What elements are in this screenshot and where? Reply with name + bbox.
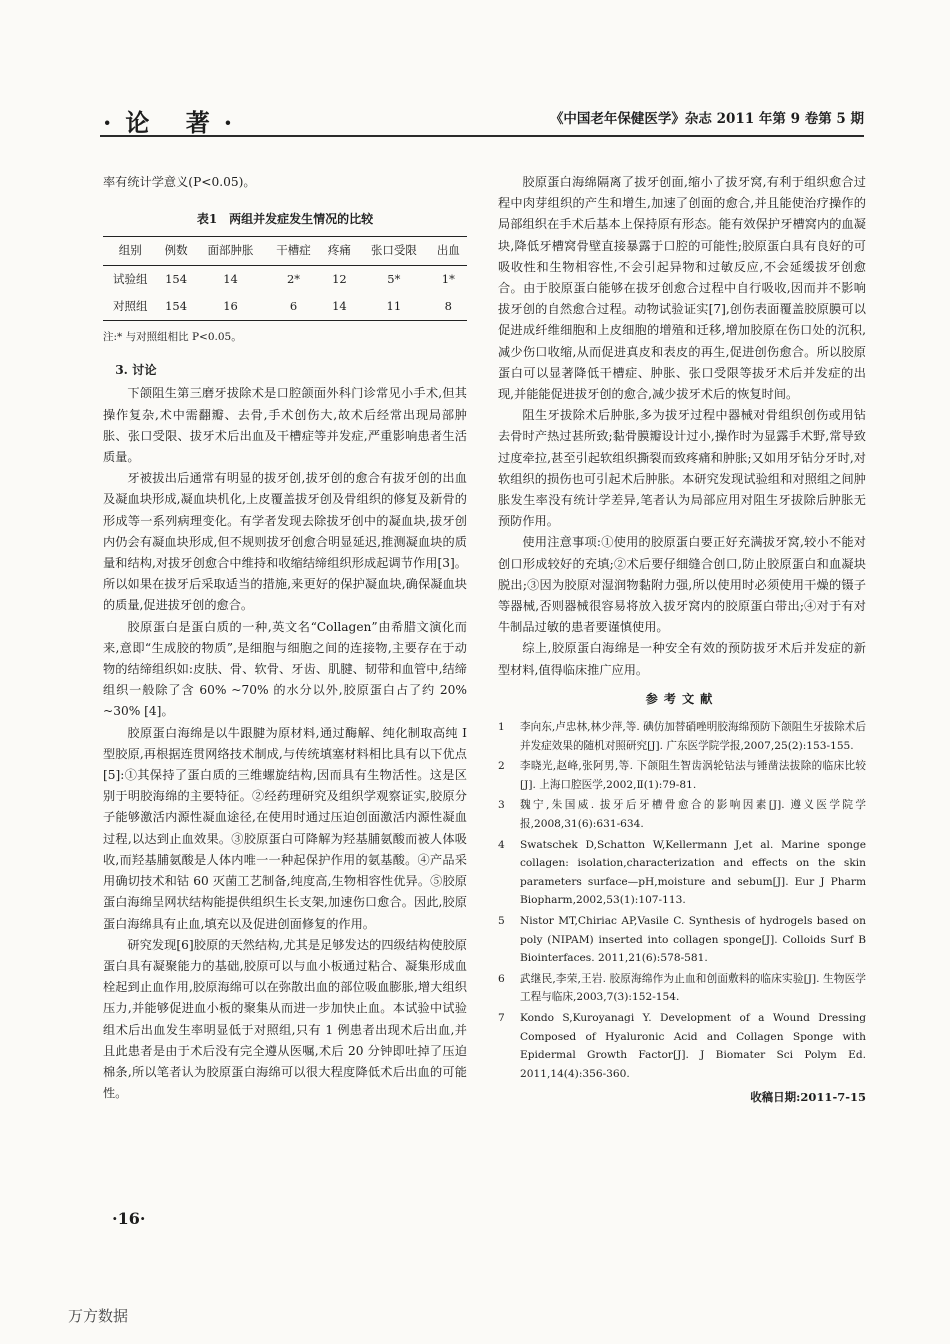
reference-number: 5	[498, 915, 505, 928]
reference-item	[498, 836, 866, 910]
table-row	[103, 293, 467, 321]
table-cell: 6	[289, 298, 298, 313]
body-paragraph: 牙被拔出后通常有明显的拔牙创,拔牙创的愈合有拔牙创的出血及凝血块形成,凝血块机化,上皮覆盖拔牙创及骨组织的修复及新骨的形成等一系列病理变化。有学者发现去除拔牙创中的凝血块,拔牙创内仍会有凝血块形成,但不规则拔牙创愈合明显延迟,推测凝血块的质量和结构,对拔牙创愈合中维持和收缩结缔组织形成起调节作用[3]。所以如果在拔牙后采取适当的措施,来更好的保护凝血块,确保凝血块的质量,促进拔牙创的愈合。	[103, 471, 467, 613]
reference-text: 魏宁,朱国威. 拔牙后牙槽骨愈合的影响因素[J]. 遵义医学院学报,2008,31(6):631-634.	[520, 799, 866, 831]
body-paragraph: 研究发现[6]胶原的天然结构,尤其是足够发达的四级结构使胶原蛋白具有凝聚能力的基础,胶原可以与血小板通过粘合、凝集形成血栓起到止血作用,胶原海绵可以在弥散出血的部位吸血膨胀,增大组织压力,并能够促进血小板的聚集从而进一步加快止血。本试验中试验组术后出血发生率明显低于对照组,只有 1 例患者出现术后出血,并且此患者是由于术后没有完全遵从医嘱,术后 20 分钟即吐掉了压迫棉条,所以笔者认为胶原蛋白海绵可以很大程度降低术后出血的可能性。	[103, 937, 467, 1101]
reference-text: 李晓光,赵峰,张阿男,等. 下颌阻生智齿涡轮钻法与锤凿法拔除的临床比较[J]. 上海口腔医学,2002,Ⅱ(1):79-81.	[520, 760, 866, 791]
table-cell: 2*	[286, 271, 301, 286]
table-cell: 试验组	[112, 271, 148, 286]
body-paragraph: 综上,胶原蛋白海绵是一种安全有效的预防拔牙术后并发症的新型材料,值得临床推广应用。	[498, 641, 866, 677]
table-header-cell: 例数	[164, 243, 188, 258]
watermark: 万方数据	[68, 1307, 129, 1325]
references-heading: 参考文献	[645, 691, 719, 706]
section-tag: ·论 著·	[103, 108, 247, 137]
body-paragraph: 胶原蛋白海绵是以牛跟腱为原材料,通过酶解、纯化制取高纯 I 型胶原,再根据连贯网络技术制成,与传统填塞材料相比具有以下优点[5]:①其保持了蛋白质的三维螺旋结构,因而具有生物活性。这是区别于明胶海绵的主要特征。②经药理研究及组织学观察证实,胶原分子能够激活内源性凝血途径,在使用时通过压迫创面激活内源性凝血过程,以达到止血效果。③胶原蛋白可降解为羟基脯氨酸而被人体吸收,而羟基脯氨酸是人体内唯一一种起保护作用的氨基酸。④产品采用确切技术和钴 60 灭菌工艺制备,纯度高,生物相容性优异。⑤胶原蛋白海绵呈网状结构能提供组织生长支架,加速伤口愈合。因此,胶原蛋白海绵具有止血,填充以及促进创面修复的作用。	[103, 725, 467, 931]
body-paragraph: 阻生牙拔除术后肿胀,多为拔牙过程中器械对骨组织创伤或用钻去骨时产热过甚所致;黏骨膜瓣设计过小,操作时为显露手术野,常导致过度牵拉,甚至引起软组织撕裂而致疼痛和肿胀;又如用牙钻分牙时,对软组织的损伤也可引起术后肿胀。本研究发现试验组和对照组之间肿胀发生率没有统计学差异,笔者认为局部应用对阻生牙拔除后肿胀无预防作用。	[498, 408, 866, 529]
references-list	[498, 718, 866, 1083]
table-cell: 14	[223, 271, 238, 286]
table-header-cell: 张口受限	[370, 243, 417, 258]
table-cell: 154	[165, 271, 188, 286]
reference-text: 李向东,卢忠林,林少萍,等. 碘仿加替硝唑明胶海绵预防下颌阻生牙拔除术后并发症效果的随机对照研究[J]. 广东医学院学报,2007,25(2):153-155.	[520, 721, 866, 752]
reference-number: 7	[498, 1011, 505, 1024]
table-cell: 5*	[387, 271, 401, 286]
table-header-cell: 出血	[436, 243, 460, 258]
right-column	[498, 172, 866, 1109]
reference-item	[498, 757, 866, 794]
table-cell: 8	[444, 298, 452, 313]
reference-text: Swatschek D,Schatton W,Kellermann J,et al. Marine sponge collagen: isolation,characterization and effects on the skin parameters surface—pH,moisture and sebum[J]. Eur J Pharm Biopharm,2002,53(1):107-113.	[520, 838, 866, 907]
body-paragraph: 下颌阻生第三磨牙拔除术是口腔颌面外科门诊常见小手术,但其操作复杂,术中需翻瓣、去骨,手术创伤大,故术后经常出现局部肿胀、张口受限、拔牙术后出血及干槽症等并发症,严重影响患者生活质量。	[103, 386, 467, 465]
received-date: 收稿日期:2011-7-15	[750, 1090, 866, 1105]
reference-item	[498, 718, 866, 755]
table-cell: 16	[223, 298, 238, 313]
table-header-cell: 干槽症	[276, 243, 311, 258]
reference-item	[498, 912, 866, 968]
table-cell: 12	[332, 271, 347, 286]
reference-text: Nistor MT,Chiriac AP,Vasile C. Synthesis of hydrogels based on poly (NIPAM) inserted into collagen sponge[J]. Colloids Surf B Biointerfaces. 2011,21(6):578-581.	[520, 915, 866, 965]
left-column	[103, 172, 467, 1104]
table-header-row	[103, 237, 467, 265]
reference-number: 2	[498, 760, 505, 773]
body-paragraph: 胶原蛋白海绵隔离了拔牙创面,缩小了拔牙窝,有利于组织愈合过程中肉芽组织的产生和增生,加速了创面的愈合,并且能使治疗操作的局部组织在手术后基本上保持原有形态。能有效保护牙槽窝内的血凝块,降低牙槽窝骨壁直接暴露于口腔的可能性;胶原蛋白具有良好的可吸收性和生物相容性,不会引起异物和过敏反应,不会延缓拔牙创愈合。由于胶原蛋白能够在拔牙创愈合过程中自行吸收,因而并不影响拔牙创的自然愈合过程。动物试验证实[7],创伤表面覆盖胶原膜可以促进成纤维细胞和上皮细胞的增殖和迁移,增加胶原在伤口处的沉积,减少伤口收缩,从而促进真皮和表皮的再生,促进创伤愈合。所以胶原蛋白可以显著降低干槽症、肿胀、张口受限等拔牙术后并发症的出现,并能能促进拔牙创的愈合,减少拔牙术后的恢复时间。	[498, 175, 866, 402]
reference-text: 武继民,李荣,王岩. 胶原海绵作为止血和创面敷料的临床实验[J]. 生物医学工程与临床,2003,7(3):152-154.	[520, 972, 866, 1004]
table-cell: 11	[386, 298, 402, 313]
table-caption: 表1 两组并发症发生情况的比较	[196, 212, 374, 227]
complications-table	[103, 236, 467, 321]
header-rule	[100, 135, 864, 137]
table-row	[103, 265, 467, 293]
table-note: 注:* 与对照组相比 P<0.05。	[103, 331, 242, 344]
table-header-cell: 组别	[118, 243, 142, 258]
page-number: ·16·	[112, 1209, 146, 1228]
body-paragraph: 胶原蛋白是蛋白质的一种,英文名“Collagen”由希腊文演化而来,意即“生成胶的物质”,是细胞与细胞之间的连接物,主要存在于动物的结缔组织如:皮肤、骨、软骨、牙齿、肌腱、韧带和血管中,结缔组织一般除了含 60% ~70% 的水分以外,胶原蛋白占了约 20% ~30% [4]。	[103, 619, 467, 719]
reference-number: 4	[498, 838, 505, 851]
table-header-cell: 面部肿胀	[207, 243, 254, 258]
reference-number: 1	[498, 721, 505, 734]
table-cell: 14	[332, 298, 347, 313]
discussion-heading: 3. 讨论	[115, 363, 157, 378]
reference-item	[498, 796, 866, 833]
body-paragraph: 使用注意事项:①使用的胶原蛋白要正好充满拔牙窝,较小不能对创口形成较好的充填;②术后要仔细缝合创口,防止胶原蛋白和血凝块脱出;③因为胶原对湿润物黏附力强,所以使用时必须使用干燥的镊子等器械,否则器械很容易将放入拔牙窝内的胶原蛋白带出;④对于有对牛制品过敏的患者要谨慎使用。	[498, 535, 866, 635]
lead-text: 率有统计学意义(P<0.05)。	[103, 175, 256, 189]
reference-number: 3	[498, 799, 505, 812]
reference-number: 6	[498, 972, 505, 985]
reference-item	[498, 1009, 866, 1083]
reference-item	[498, 970, 866, 1007]
table-cell: 对照组	[112, 298, 148, 313]
reference-text: Kondo S,Kuroyanagi Y. Development of a Wound Dressing Composed of Hyaluronic Acid and Collagen Sponge with Epidermal Growth Factor[J]. J Biomater Sci Polym Ed. 2011,14(4):356-360.	[520, 1011, 866, 1080]
journal-info: 《中国老年保健医学》杂志 2011 年第 9 卷第 5 期	[549, 111, 864, 127]
table-cell: 1*	[441, 271, 455, 286]
table-header-cell: 疼痛	[327, 243, 351, 258]
table-cell: 154	[165, 298, 188, 313]
